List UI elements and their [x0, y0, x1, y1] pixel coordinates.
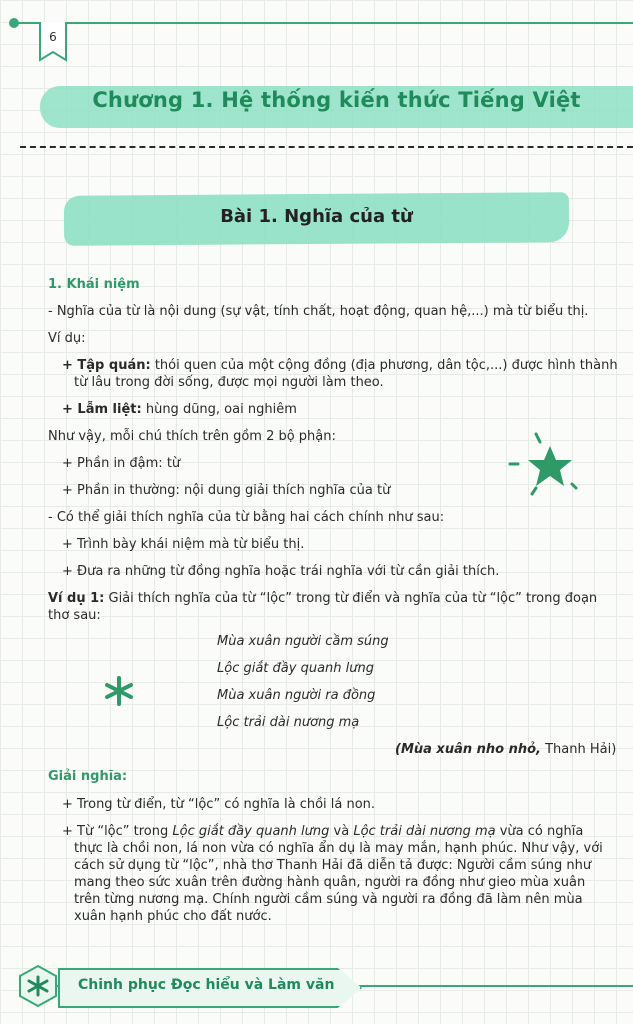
methods-line: - Có thể giải thích nghĩa của từ bằng hai cách chính như sau:	[48, 510, 445, 525]
lesson-title: Bài 1. Nghĩa của từ	[220, 206, 413, 227]
example1-cont: thơ sau:	[48, 608, 101, 623]
b2-text-a: + Từ “lộc” trong	[62, 824, 173, 839]
explanation-line-4: mang theo sức xuân trên đường hành quân, người ra đồng như gieo mùa xuân	[74, 875, 586, 890]
explanation-line-6: xuân hạnh phúc cho đất nước.	[74, 909, 272, 924]
b2-quote-2: Lộc trải dài nương mạ	[353, 824, 496, 839]
example-label: Ví dụ:	[48, 331, 86, 346]
method-2: + Đưa ra những từ đồng nghĩa hoặc trái nghĩa với từ cần giải thích.	[62, 564, 500, 579]
book-title: Chinh phục Đọc hiểu và Làm văn	[78, 977, 335, 993]
dashed-divider	[20, 146, 633, 148]
tapquan-term: + Tập quán:	[62, 358, 151, 373]
b2-text-c: vừa có nghĩa	[495, 824, 584, 839]
method-1: + Trình bày khái niệm mà từ biểu thị.	[62, 537, 305, 552]
part-regular: + Phần in thường: nội dung giải thích nghĩa của từ	[62, 483, 391, 498]
lamliet-def: hùng dũng, oai nghiêm	[141, 402, 297, 417]
sparkle-icon	[103, 675, 135, 707]
explanation-line-5: trên từng nương mạ. Chính người cầm súng và người ra đồng đã làm nên mùa	[74, 892, 583, 907]
hexagon-star-icon	[16, 964, 60, 1008]
header-rule	[14, 22, 633, 24]
chapter-title: Chương 1. Hệ thống kiến thức Tiếng Việt	[92, 88, 581, 112]
section-heading: 1. Khái niệm	[48, 277, 140, 292]
poem-line-4: Lộc trải dài nương mạ	[217, 715, 360, 730]
summary-line: Như vậy, mỗi chú thích trên gồm 2 bộ phận:	[48, 429, 336, 444]
tapquan-line	[62, 357, 618, 374]
poem-source-title: (Mùa xuân nho nhỏ,	[395, 742, 541, 757]
explanation-bullet-1: + Trong từ điển, từ “lộc” có nghĩa là chồi lá non.	[62, 797, 376, 812]
explanation-line-2: thực là chồi non, lá non vừa có nghĩa ẩn dụ là may mắn, hạnh phúc. Như vậy, với	[74, 841, 603, 856]
tapquan-def-cont: từ lâu trong đời sống, được mọi người làm theo.	[74, 375, 384, 390]
b2-text-b: và	[329, 824, 354, 839]
poem-line-2: Lộc giắt đầy quanh lưng	[217, 661, 374, 676]
tapquan-def: thói quen của một cộng đồng (địa phương, dân tộc,...) được hình thành	[150, 358, 618, 373]
header-dot	[9, 18, 19, 28]
page-number: 6	[49, 30, 57, 44]
lamliet-term: + Lẫm liệt:	[62, 402, 142, 417]
part-bold: + Phần in đậm: từ	[62, 456, 181, 471]
b2-quote-1: Lộc giắt đầy quanh lưng	[172, 824, 330, 839]
poem-source-author: Thanh Hải)	[540, 742, 617, 757]
example1-label: Ví dụ 1:	[48, 591, 105, 606]
poem-line-3: Mùa xuân người ra đồng	[217, 688, 376, 703]
poem-source	[395, 741, 616, 758]
example1-line	[48, 590, 597, 607]
explanation-heading: Giải nghĩa:	[48, 769, 128, 784]
explanation-line-3: cách sử dụng từ “lộc”, nhà thơ Thanh Hải đã diễn tả được: Người cầm súng như	[74, 858, 592, 873]
lamliet-line	[62, 401, 297, 418]
star-doodle-icon	[506, 428, 586, 500]
definition-line: - Nghĩa của từ là nội dung (sự vật, tính chất, hoạt động, quan hệ,...) mà từ biểu thị.	[48, 304, 589, 319]
example1-text: Giải thích nghĩa của từ “lộc” trong từ điển và nghĩa của từ “lộc” trong đoạn	[104, 591, 598, 606]
poem-line-1: Mùa xuân người cầm súng	[217, 634, 389, 649]
explanation-bullet-2	[62, 823, 583, 840]
